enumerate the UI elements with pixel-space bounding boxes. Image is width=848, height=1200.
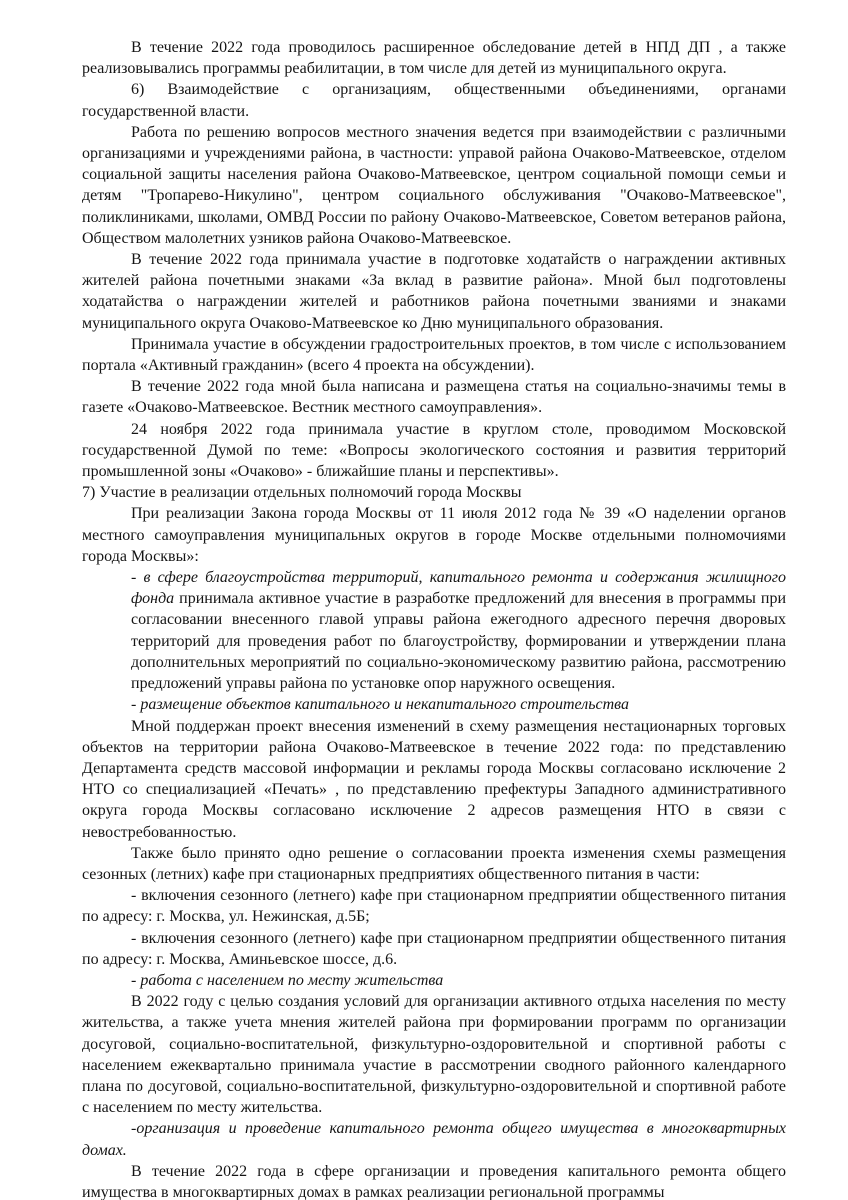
- subsection-improvement-heading: - в сфере благоустройства территорий, капитального ремонта и содержания жилищного фонда: [131, 569, 786, 608]
- paragraph-kiosks: Мной поддержан проект внесения изменений в схему размещения нестационарных торговых объектов на территории района Очаково-Матвеевское в течение 2022 года: по представлению Департамента средств массовой информации и рекламы города Москвы согласовано исключение 2 НТО со специализацией «Печать» , по представлению префектуры Западного административного округа города Москвы согласовано исключение 2 адресов размещения НТО в связи с невостребованностью.: [82, 717, 786, 841]
- paragraph-leisure: В 2022 году с целью создания условий для организации активного отдыха населения по месту жительства, а также учета мнения жителей района при формировании программ по организации досуговой, социально-воспитательной, физкультурно-оздоровительной и спортивной работы с населением ежеквартально принимала участие в рассмотрении сводного районного календарного плана по досуговой, социально-воспитательной, физкультурно-оздоровительной и спортивной работе с населением по месту жительства.: [82, 993, 786, 1117]
- paragraph-round-table: 24 ноября 2022 года принимала участие в круглом столе, проводимом Московской государственной Думой по теме: «Вопросы экологического состояния и развития территорий промышленной зоны «Очаково» - ближайшие планы и перспективы».: [82, 420, 786, 481]
- subsection-residents-heading: - работа с населением по месту жительства: [131, 971, 444, 989]
- paragraph-improvement: [82, 567, 786, 694]
- subsection-construction-heading: - размещение объектов капитального и некапитального строительства: [131, 696, 629, 714]
- paragraph-moscow-law: При реализации Закона города Москвы от 11 июля 2012 года № 39 «О наделении органов местного самоуправления муниципальных округов в городе Москве отдельными полномочиями города Москвы»:: [82, 505, 786, 565]
- section-7-heading: 7) Участие в реализации отдельных полномочий города Москвы: [82, 484, 522, 502]
- paragraph-urban-projects: Принимала участие в обсуждении градостроительных проектов, в том числе с использованием портала «Активный гражданин» (всего 4 проекта на обсуждении).: [82, 335, 786, 375]
- subsection-repair-heading: -организация и проведение капитального ремонта общего имущества в многоквартирных домах.: [82, 1120, 786, 1159]
- paragraph-awards: В течение 2022 года принимала участие в подготовке ходатайств о награждении активных жителей района почетными знаками «За вклад в развитие района». Мной был подготовлены ходатайства о награждении жителей и работников района почетными званиями и знаками муниципального округа Очаково-Матвеевское ко Дню муниципального образования.: [82, 251, 786, 332]
- section-6-heading: 6) Взаимодействие с организациям, общественными объединениями, органами государственной власти.: [82, 81, 786, 120]
- paragraph-capital-repair: В течение 2022 года в сфере организации и проведения капитального ремонта общего имущества в многоквартирных домах в рамках реализации региональной программы: [82, 1162, 786, 1200]
- list-item-cafe-aminyevskoe: - включения сезонного (летнего) кафе при стационарном предприятии общественного питания по адресу: г. Москва, Аминьевское шоссе, д.6.: [82, 929, 786, 968]
- improvement-text: принимала активное участие в разработке предложений для внесения в программы при согласовании внесенного главой управы района ежегодного адресного перечня дворовых территорий для проведения работ по благоустройству, формировании и утверждении плана дополнительных мероприятий по социально-экономическому развитию района, рассмотрению предложений управы района по установке опор наружного освещения.: [131, 590, 786, 693]
- paragraph-examination: В течение 2022 года проводилось расширенное обследование детей в НПД ДП , а также реализовывались программы реабилитации, в том числе для детей из муниципального округа.: [82, 39, 786, 78]
- paragraph-article: В течение 2022 года мной была написана и размещена статья на социально-значимы темы в газете «Очаково-Матвеевское. Вестник местного самоуправления».: [82, 378, 786, 417]
- document-body: [82, 37, 786, 1200]
- paragraph-seasonal-cafes: Также было принято одно решение о согласовании проекта изменения схемы размещения сезонных (летних) кафе при стационарных предприятиях общественного питания в части:: [82, 844, 786, 883]
- list-item-cafe-nezhinskaya: - включения сезонного (летнего) кафе при стационарном предприятии общественного питания по адресу: г. Москва, ул. Нежинская, д.5Б;: [82, 887, 786, 926]
- paragraph-cooperation: Работа по решению вопросов местного значения ведется при взаимодействии с различными организациями и учреждениями района, в частности: управой района Очаково-Матвеевское, отделом социальной защиты населения района Очаково-Матвеевское, центром социальной помощи семьи и детям "Тропарево-Никулино", центром социального обслуживания "Очаково-Матвеевское", поликлиниками, школами, ОМВД России по району Очаково-Матвеевское, Советом ветеранов района, Обществом малолетних узников района Очаково-Матвеевское.: [82, 123, 786, 247]
